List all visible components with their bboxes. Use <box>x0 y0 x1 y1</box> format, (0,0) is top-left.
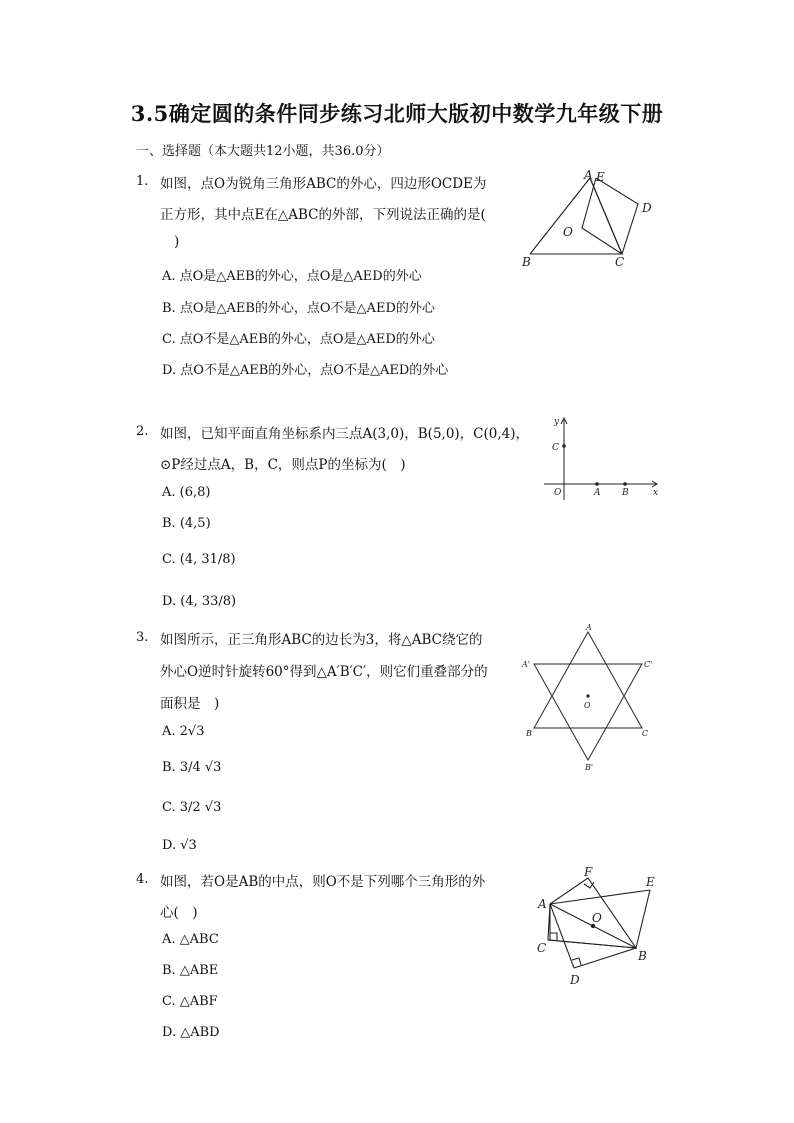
figure-4 <box>532 860 668 992</box>
question-text: 如图，若O是AB的中点，则O不是下列哪个三角形的外 <box>160 874 486 890</box>
figure-label: B <box>622 488 629 498</box>
figure-label: B <box>526 729 532 738</box>
question-text: 正方形，其中点E在△ABC的外部，下列说法正确的是( <box>160 207 486 223</box>
figure-label: B <box>638 949 647 963</box>
question-number: 1. <box>136 174 149 189</box>
figure-label: O <box>584 701 591 710</box>
option-d[interactable]: D. √3 <box>162 838 197 853</box>
option-b[interactable]: B. 点O是△AEB的外心，点O不是△AED的外心 <box>162 301 435 316</box>
figure-1 <box>512 166 662 270</box>
figure-3 <box>518 622 658 774</box>
figure-label: F <box>584 865 593 879</box>
option-a[interactable]: A. 点O是△AEB的外心，点O是△AED的外心 <box>162 269 422 284</box>
figure-label: A <box>594 488 601 498</box>
question-number: 3. <box>136 630 149 645</box>
option-d[interactable]: D. △ABD <box>162 1025 220 1040</box>
figure-label: O <box>554 488 562 498</box>
question-text: 如图，已知平面直角坐标系内三点A(3,0)，B(5,0)，C(0,4)， <box>160 426 530 442</box>
figure-label: C <box>642 729 649 738</box>
figure-label: A' <box>522 660 530 669</box>
option-d[interactable]: D. 点O不是△AEB的外心，点O不是△AED的外心 <box>162 363 449 378</box>
figure-label: C <box>552 443 559 453</box>
question-number: 4. <box>136 872 149 887</box>
question-text: ) <box>174 234 180 250</box>
figure-label: E <box>596 170 605 184</box>
figure-label: O <box>592 911 602 925</box>
option-c[interactable]: C. 点O不是△AEB的外心，点O是△AED的外心 <box>162 332 435 347</box>
question-text: 外心O逆时针旋转60°得到△A′B′C′，则它们重叠部分的 <box>160 664 488 680</box>
question-text: 面积是 ) <box>160 696 220 712</box>
figure-label: C' <box>644 660 653 669</box>
figure-label: x <box>653 488 659 498</box>
question-text: 如图，点O为锐角三角形ABC的外心，四边形OCDE为 <box>160 176 487 192</box>
question-text: ⊙P经过点A，B，C，则点P的坐标为( ) <box>160 457 406 473</box>
figure-label: E <box>646 875 655 889</box>
figure-label: A <box>538 897 547 911</box>
question-number: 2. <box>136 424 149 439</box>
question-text: 心( ) <box>160 905 198 921</box>
page-title: 3.5确定圆的条件同步练习北师大版初中数学九年级下册 <box>130 101 664 126</box>
option-c[interactable]: C. 3/2 √3 <box>162 800 222 815</box>
figure-label: B' <box>585 763 594 772</box>
question-text: 如图所示，正三角形ABC的边长为3，将△ABC绕它的 <box>160 632 483 648</box>
option-b[interactable]: B. △ABE <box>162 963 219 978</box>
figure-label: A <box>584 168 593 182</box>
section-heading: 一、选择题（本大题共12小题，共36.0分） <box>136 144 390 159</box>
option-a[interactable]: A. (6,8) <box>162 485 211 500</box>
option-d[interactable]: D. (4, 33/8) <box>162 594 237 609</box>
figure-label: C <box>537 941 547 955</box>
option-b[interactable]: B. 3/4 √3 <box>162 760 222 775</box>
figure-2 <box>540 414 664 502</box>
option-c[interactable]: C. △ABF <box>162 994 218 1009</box>
figure-label: A <box>586 623 592 632</box>
figure-label: O <box>563 225 573 239</box>
option-a[interactable]: A. 2√3 <box>162 724 205 739</box>
option-b[interactable]: B. (4,5) <box>162 516 211 531</box>
figure-label: B <box>522 255 531 269</box>
option-a[interactable]: A. △ABC <box>162 932 219 947</box>
figure-label: D <box>642 201 652 215</box>
figure-label: D <box>570 973 580 987</box>
option-c[interactable]: C. (4, 31/8) <box>162 552 236 567</box>
figure-label: C <box>615 255 625 269</box>
figure-label: y <box>554 417 560 427</box>
